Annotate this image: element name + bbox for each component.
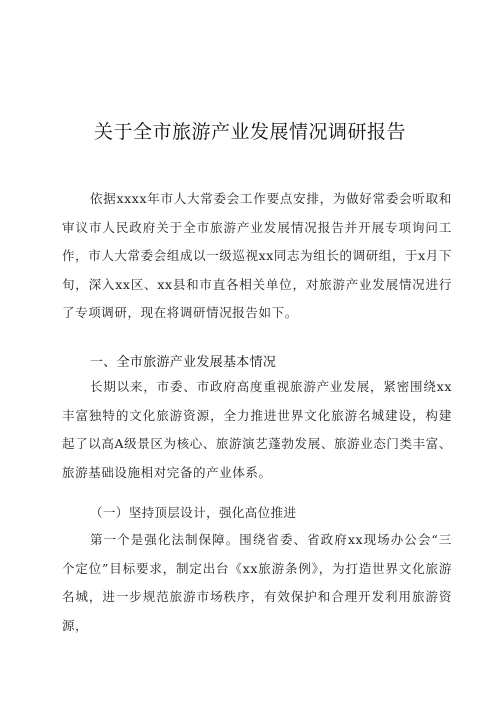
section-heading-basic-situation: 一、全市旅游产业发展基本情况 bbox=[90, 355, 277, 370]
paragraph-intro: 依据xxxx年市人大常委会工作要点安排，为做好常委会听取和审议市人民政府关于全市旅游产业发展情况报告并开展专项询问工作，市人大常委会组成以一级巡视xx同志为组长的调研组，于x月下旬，深入xx区、xx县和市直各相关单位，对旅游产业发展情况进行了专项调研，现在将调研情况报告如下。 bbox=[62, 191, 452, 320]
paragraph-industry-overview: 长期以来，市委、市政府高度重视旅游产业发展，紧密围绕xx丰富独特的文化旅游资源，全力推进世界文化旅游名城建设，构建起了以高A级景区为核心、旅游演艺蓬勃发展、旅游业态门类丰富、旅游基础设施相对完备的产业体系。 bbox=[62, 379, 452, 480]
subsection-heading-top-level-design: （一）坚持顶层设计，强化高位推进 bbox=[90, 505, 297, 520]
document-title: 关于全市旅游产业发展情况调研报告 bbox=[93, 121, 406, 143]
paragraph-legal-guarantee: 第一个是强化法制保障。围绕省委、省政府xx现场办公会“三个定位”目标要求，制定出台《xx旅游条例》，为打造世界文化旅游名城，进一步规范旅游市场秩序，有效保护和合理开发利用旅游资源， bbox=[62, 532, 452, 633]
